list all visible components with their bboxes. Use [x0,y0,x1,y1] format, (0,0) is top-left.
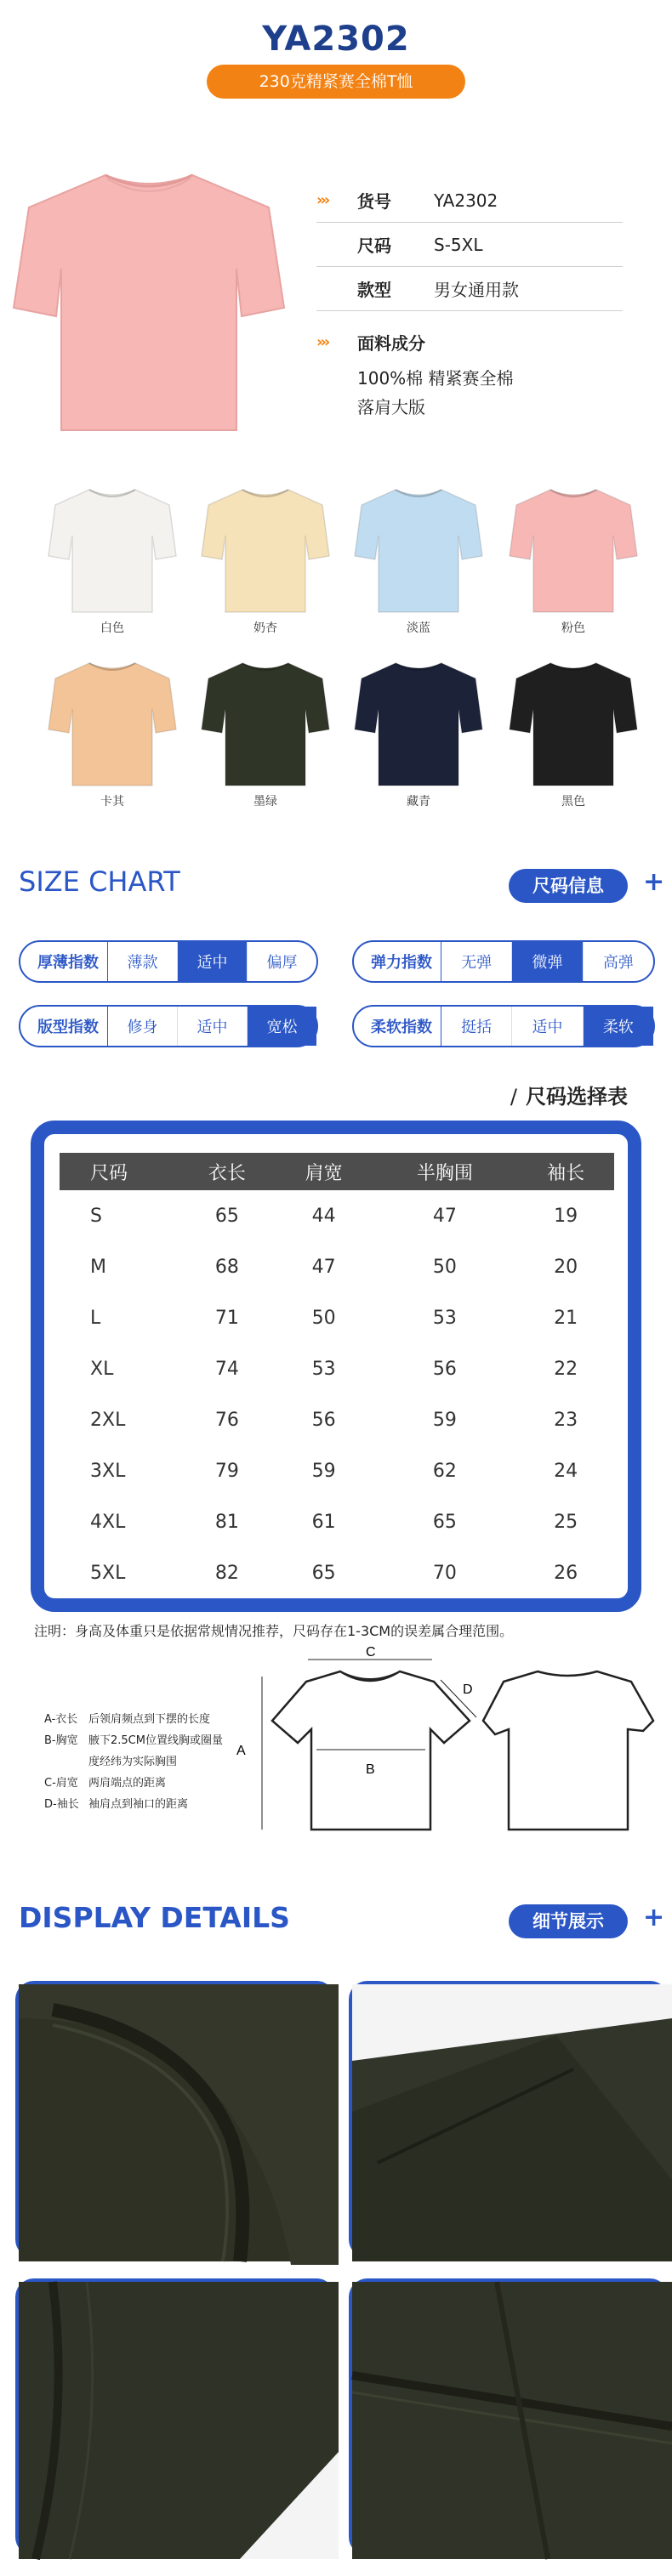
size-chart-title: SIZE CHART [19,865,180,898]
table-cell: 20 [554,1256,578,1278]
attr-label: 柔软指数 [354,1007,441,1046]
info-value: YA2302 [434,190,498,211]
table-cell: 56 [311,1409,336,1431]
table-cell: 81 [214,1511,239,1533]
table-cell: 23 [554,1409,578,1431]
hero-tshirt-image [14,158,284,440]
table-cell: 59 [311,1460,336,1482]
table-cell: 21 [554,1307,578,1329]
table-cell: S [90,1205,102,1227]
product-info [316,179,623,422]
tshirt-icon [355,481,482,617]
table-row [60,1547,614,1598]
measure-key: C-肩宽 [44,1777,78,1790]
detail-photo-collar [15,1981,335,2258]
table-row [60,1445,614,1496]
fabric-cut: 落肩大版 [357,397,425,417]
table-cell: M [90,1256,106,1278]
column-header: 半胸围 [373,1153,518,1190]
color-swatch[interactable] [350,481,487,639]
table-row [60,1190,614,1241]
size-table-frame [31,1121,641,1612]
detail-photo-seam [349,2278,669,2556]
table-cell: 71 [214,1307,239,1329]
swatch-label: 墨绿 [253,795,277,809]
attr-option: 高弹 [602,954,634,972]
label-c: C [366,1645,376,1660]
product-subtitle-pill: 230克精紧赛全棉T恤 [207,65,466,99]
header [0,19,672,99]
table-cell: 3XL [90,1460,126,1482]
column-header: 尺码 [60,1153,179,1190]
measure-desc: 两肩端点的距离 [88,1777,167,1790]
table-cell: 44 [311,1205,336,1227]
info-value: S-5XL [434,234,483,255]
attr-label: 厚薄指数 [20,942,108,981]
table-cell: 47 [311,1256,336,1278]
table-cell: 24 [554,1460,578,1482]
table-cell: 56 [432,1358,457,1380]
table-cell: 2XL [90,1409,126,1431]
swatch-label: 白色 [100,621,124,635]
table-cell: 61 [311,1511,336,1533]
size-info-badge: 尺码信息 [509,869,628,903]
column-header: 衣长 [179,1153,276,1190]
chevron-right-icon: ››› [316,332,328,351]
table-cell: 26 [554,1562,578,1584]
attr-option: 修身 [108,1007,178,1046]
measurement-diagram [236,1645,655,1850]
table-cell: 50 [311,1307,336,1329]
tshirt-icon [48,655,176,791]
color-swatch[interactable] [197,655,333,813]
measure-key: D-袖长 [44,1798,79,1811]
measure-desc: 腋下2.5CM位置线胸或圈量 [88,1734,223,1747]
attr-elasticity [352,940,655,983]
detail-photo-hem [15,2278,335,2556]
table-cell: 68 [214,1256,239,1278]
attr-option: 挺括 [441,1007,512,1046]
table-cell: 76 [214,1409,239,1431]
measure-key: A-衣长 [44,1713,78,1726]
info-row-fabric [316,320,623,364]
tshirt-icon [202,481,329,617]
product-model-title: YA2302 [262,20,410,59]
swatch-label: 粉色 [561,621,585,635]
color-swatch[interactable] [197,481,333,639]
attr-label: 版型指数 [20,1007,108,1046]
table-cell: 70 [432,1562,457,1584]
slash-mark: / [510,1085,517,1109]
measure-key: B-胸宽 [44,1734,78,1747]
attr-option: 偏厚 [266,954,298,972]
tshirt-icon [510,655,637,791]
measure-key [44,1751,88,1773]
size-note: 注明：身高及体重只是依据常规情况推荐，尺码存在1-3CM的误差属合理范围。 [34,1623,514,1639]
info-label: 货号 [357,191,391,212]
table-cell: XL [90,1358,114,1380]
column-header: 肩宽 [276,1153,373,1190]
swatch-label: 淡蓝 [407,621,430,635]
size-table-title [510,1080,628,1109]
label-a: A [236,1744,246,1758]
table-row [60,1292,614,1343]
display-details-title: DISPLAY DETAILS [19,1901,290,1934]
attr-option: 适中 [178,1007,248,1046]
table-row [60,1241,614,1292]
table-cell: 53 [432,1307,457,1329]
color-swatch[interactable] [505,655,641,813]
label-b: B [366,1762,375,1777]
attr-option-selected: 微弹 [512,942,583,981]
table-cell: 19 [554,1205,578,1227]
attr-option-selected: 柔软 [584,1007,653,1046]
fabric-label: 面料成分 [357,332,425,354]
table-cell: 59 [432,1409,457,1431]
info-row-fit [316,267,623,311]
color-swatch[interactable] [505,481,641,639]
chevron-right-icon: ››› [316,191,328,209]
plus-icon: + [643,1903,665,1932]
measure-desc: 度经纬为实际胸围 [88,1756,178,1768]
attr-option-selected: 宽松 [248,1007,316,1046]
swatch-label: 藏青 [407,795,430,809]
back-tee-outline [483,1671,653,1830]
table-cell: 65 [214,1205,239,1227]
table-cell: 79 [214,1460,239,1482]
attr-label: 弹力指数 [354,942,441,981]
table-cell: 53 [311,1358,336,1380]
attr-softness [352,1005,655,1047]
tshirt-icon [355,655,482,791]
table-row [60,1394,614,1445]
size-table [60,1153,614,1598]
table-cell: 62 [432,1460,457,1482]
label-d: D [463,1682,473,1697]
table-cell: 82 [214,1562,239,1584]
swatch-label: 卡其 [100,795,124,809]
front-tee-outline [272,1671,470,1830]
swatch-label: 黑色 [561,795,585,809]
column-header: 袖长 [517,1153,614,1190]
tshirt-icon [48,481,176,617]
info-label: 款型 [357,280,391,300]
color-swatch[interactable] [44,481,180,639]
table-cell: 25 [554,1511,578,1533]
attr-thickness [19,940,318,983]
info-row-size [316,223,623,267]
table-cell: 50 [432,1256,457,1278]
info-row-sku [316,179,623,223]
table-cell: 65 [432,1511,457,1533]
tshirt-icon [202,655,329,791]
tshirt-icon [510,481,637,617]
plus-icon: + [643,867,665,897]
measure-desc: 袖肩点到袖口的距离 [88,1798,189,1811]
color-swatch[interactable] [350,655,487,813]
detail-photo-sleeve [349,1981,669,2258]
attr-option: 薄款 [108,942,178,981]
table-header-row [60,1153,614,1190]
table-cell: 4XL [90,1511,126,1533]
attr-option: 适中 [512,1007,583,1046]
fabric-composition: 100%棉 精紧赛全棉 [357,368,514,389]
table-cell: 47 [432,1205,457,1227]
details-badge: 细节展示 [509,1904,628,1938]
color-swatch[interactable] [44,655,180,813]
attr-option: 无弹 [441,942,512,981]
table-cell: 22 [554,1358,578,1380]
table-cell: 65 [311,1562,336,1584]
table-row [60,1343,614,1394]
attr-fit [19,1005,318,1047]
table-cell: 74 [214,1358,239,1380]
info-label: 尺码 [357,235,391,256]
swatch-label: 奶杏 [253,621,277,635]
measure-desc: 后领肩频点到下摆的长度 [88,1713,211,1726]
table-cell: 5XL [90,1562,126,1584]
info-value: 男女通用款 [434,280,519,300]
table-row [60,1496,614,1547]
size-table-title-text: 尺码选择表 [526,1085,628,1109]
table-cell: L [90,1307,101,1329]
attr-option-selected: 适中 [178,942,248,981]
